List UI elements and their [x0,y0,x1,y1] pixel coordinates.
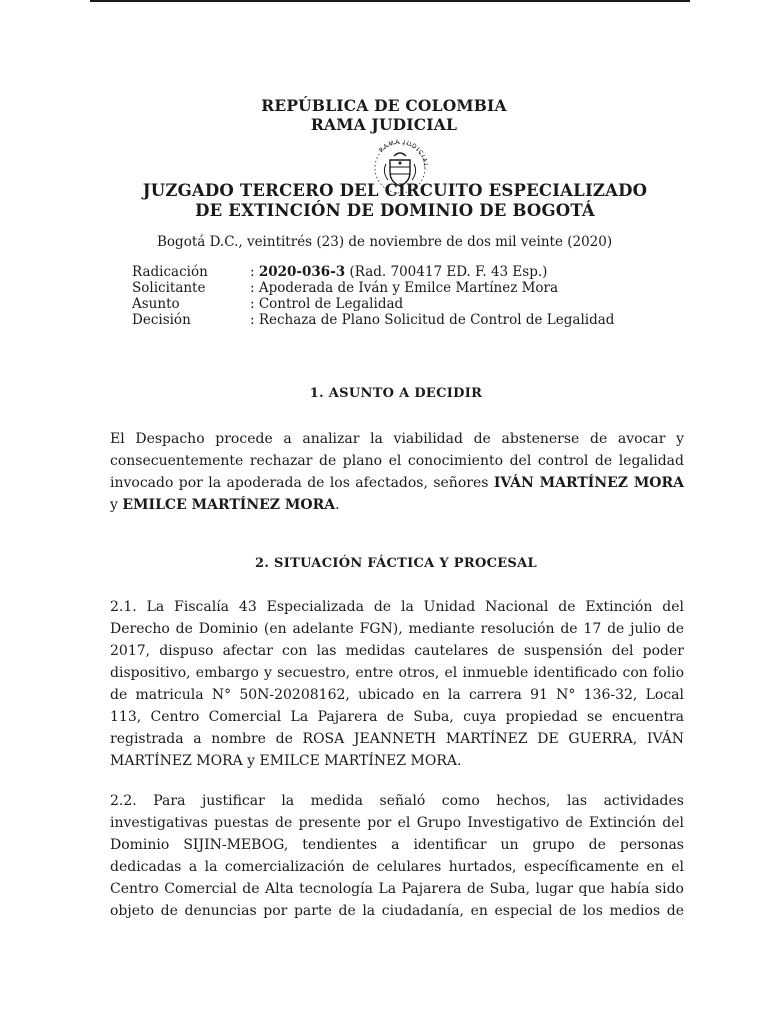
country-heading: REPÚBLICA DE COLOMBIA [261,96,507,115]
paragraph-line: 2017, dispuso afectar con las medidas cautelares de suspensión del poder [110,643,684,659]
meta-row-asunto: Asunto : Control de Legalidad [132,296,404,312]
affected-name-1: IVÁN MARTÍNEZ MORA [493,475,685,491]
meta-label: Asunto [132,296,180,312]
paragraph-line: objeto de denuncias por parte de la ciudadanía, en especial de los medios de [110,903,684,919]
paragraph-line: 2.1. La Fiscalía 43 Especializada de la Unidad Nacional de Extinción del [110,599,684,615]
paragraph-line: dedicadas a la comercialización de celulares hurtados, específicamente en el [110,859,684,875]
paragraph-line: 2.2. Para justificar la medida señaló como hechos, las actividades [110,793,684,809]
branch-heading: RAMA JUDICIAL [310,115,458,134]
section-2-paragraph-1 [110,596,684,772]
section-2-paragraph-2 [110,790,684,922]
section-1-paragraph [110,428,684,516]
seal-text: RAMA JUDICIAL [377,138,430,169]
paragraph-line: 113, Centro Comercial La Pajarera de Suba, cuya propiedad se encuentra [110,709,684,725]
case-number: 2020-036-3 [258,264,346,280]
paragraph-line: investigativas puestas de presente por el Grupo Investigativo de Extinción del [110,815,684,831]
paragraph-line: Derecho de Dominio (en adelante FGN), mediante resolución de 17 de julio de [110,621,684,637]
meta-label: Decisión [132,312,191,328]
meta-label: Solicitante [132,280,206,296]
meta-value: (Rad. 700417 ED. F. 43 Esp.) [345,264,548,280]
paragraph-line: consecuentemente rechazar de plano el conocimiento del control de legalidad [110,453,684,469]
paragraph-line: Centro Comercial de Alta tecnología La Pajarera de Suba, lugar que había sido [110,881,684,897]
paragraph-line: Dominio SIJIN-MEBOG, tendientes a identificar un grupo de personas [110,837,684,853]
court-name-line-1: JUZGADO TERCERO DEL CIRCUITO ESPECIALIZADO [142,181,648,200]
case-metadata [132,264,614,328]
section-1-title: 1. ASUNTO A DECIDIR [309,386,483,401]
meta-row-radicacion: Radicación : 2020-036-3 (Rad. 700417 ED. F. 43 Esp.) [132,264,548,280]
paragraph-line: de matricula N° 50N-20208162, ubicado en la carrera 91 N° 136-32, Local [110,687,684,703]
document-date: Bogotá D.C., veintitrés (23) de noviembre de dos mil veinte (2020) [157,234,613,250]
paragraph-line: dispositivo, embargo y secuestro, entre otros, el inmueble identificado con folio [110,665,684,681]
meta-row-solicitante: Solicitante : Apoderada de Iván y Emilce Martínez Mora [132,280,559,296]
paragraph-line: El Despacho procede a analizar la viabilidad de abstenerse de avocar y [110,431,684,447]
affected-name-2: EMILCE MARTÍNEZ MORA [122,497,336,513]
paragraph-line: registrada a nombre de ROSA JEANNETH MARTÍNEZ DE GUERRA, IVÁN [110,731,684,747]
paragraph-line: MARTÍNEZ MORA y EMILCE MARTÍNEZ MORA. [110,753,462,769]
meta-row-decision: Decisión : Rechaza de Plano Solicitud de Control de Legalidad [132,312,615,328]
meta-label: Radicación [132,264,208,280]
section-2-title: 2. SITUACIÓN FÁCTICA Y PROCESAL [255,556,537,571]
meta-value: Rechaza de Plano Solicitud de Control de Legalidad [258,312,615,328]
paragraph-line: invocado por la apoderada de los afectados, señores IVÁN MARTÍNEZ MORA [110,475,685,491]
paragraph-line: y EMILCE MARTÍNEZ MORA. [110,497,340,513]
court-name-line-2: DE EXTINCIÓN DE DOMINIO DE BOGOTÁ [195,201,595,220]
top-border-line [90,0,690,2]
meta-value: Control de Legalidad [258,296,404,312]
meta-value: Apoderada de Iván y Emilce Martínez Mora [258,280,559,296]
